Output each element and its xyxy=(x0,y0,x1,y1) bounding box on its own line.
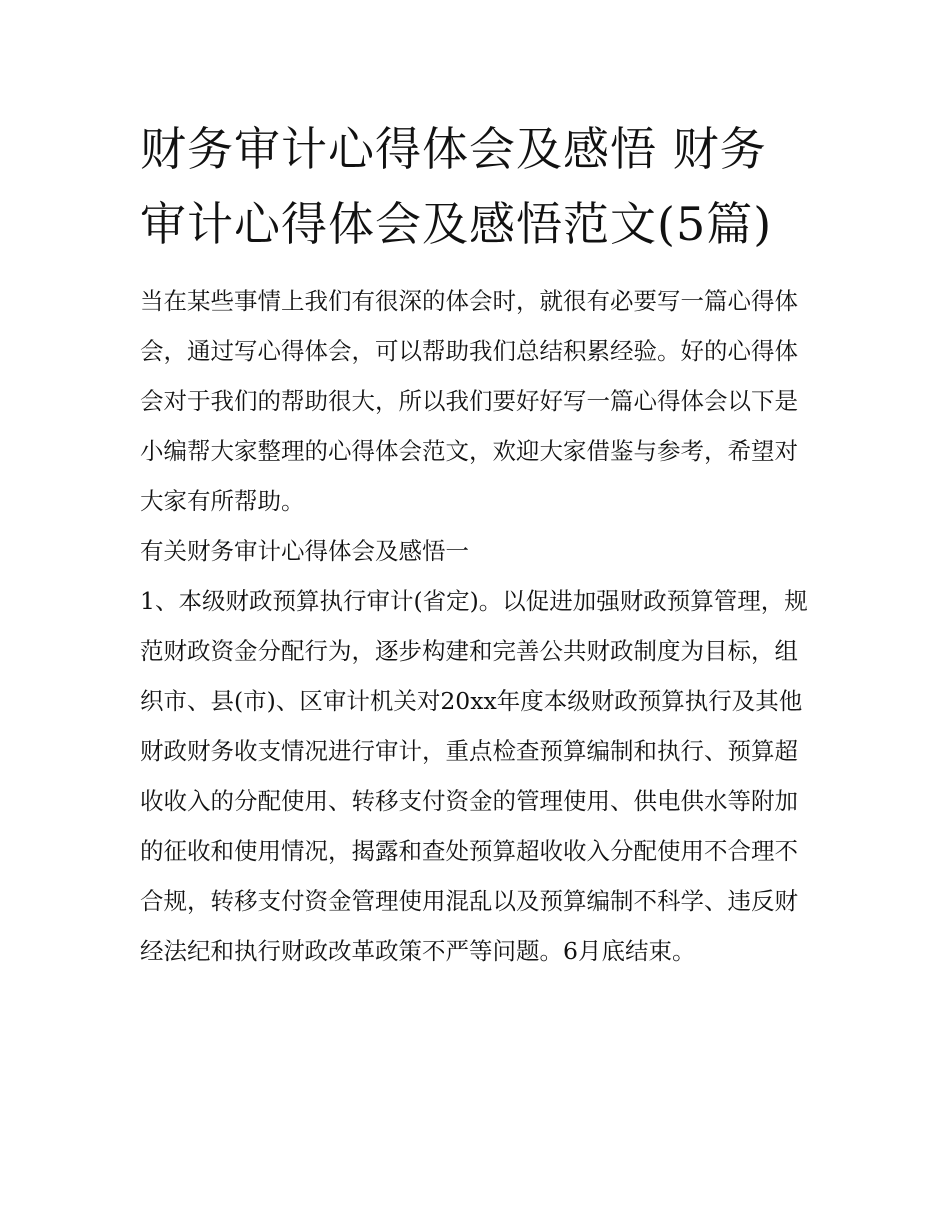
intro-paragraph: 当在某些事情上我们有很深的体会时，就很有必要写一篇心得体会，通过写心得体会，可以帮助我们总结积累经验。好的心得体会对于我们的帮助很大，所以我们要好好写一篇心得体会以下是小编帮大家整理的心得体会范文，欢迎大家借鉴与参考，希望对大家有所帮助。 xyxy=(140,287,798,515)
body-paragraph: 1、本级财政预算执行审计(省定)。以促进加强财政预算管理，规范财政资金分配行为，逐步构建和完善公共财政制度为目标，组织市、县(市)、区审计机关对20xx年度本级财政预算执行及其他财政财务收支情况进行审计，重点检查预算编制和执行、预算超收收入的分配使用、转移支付资金的管理使用、供电供水等附加的征收和使用情况，揭露和查处预算超收收入分配使用不合理不合规，转移支付资金管理使用混乱以及预算编制不科学、违反财经法纪和执行财政改革政策不严等问题。6月底结束。 xyxy=(140,587,808,965)
section-heading: 有关财务审计心得体会及感悟一 xyxy=(140,537,469,565)
document-title: 财务审计心得体会及感悟 财务审计心得体会及感悟范文(5篇) xyxy=(140,122,773,251)
document-content xyxy=(140,112,810,976)
